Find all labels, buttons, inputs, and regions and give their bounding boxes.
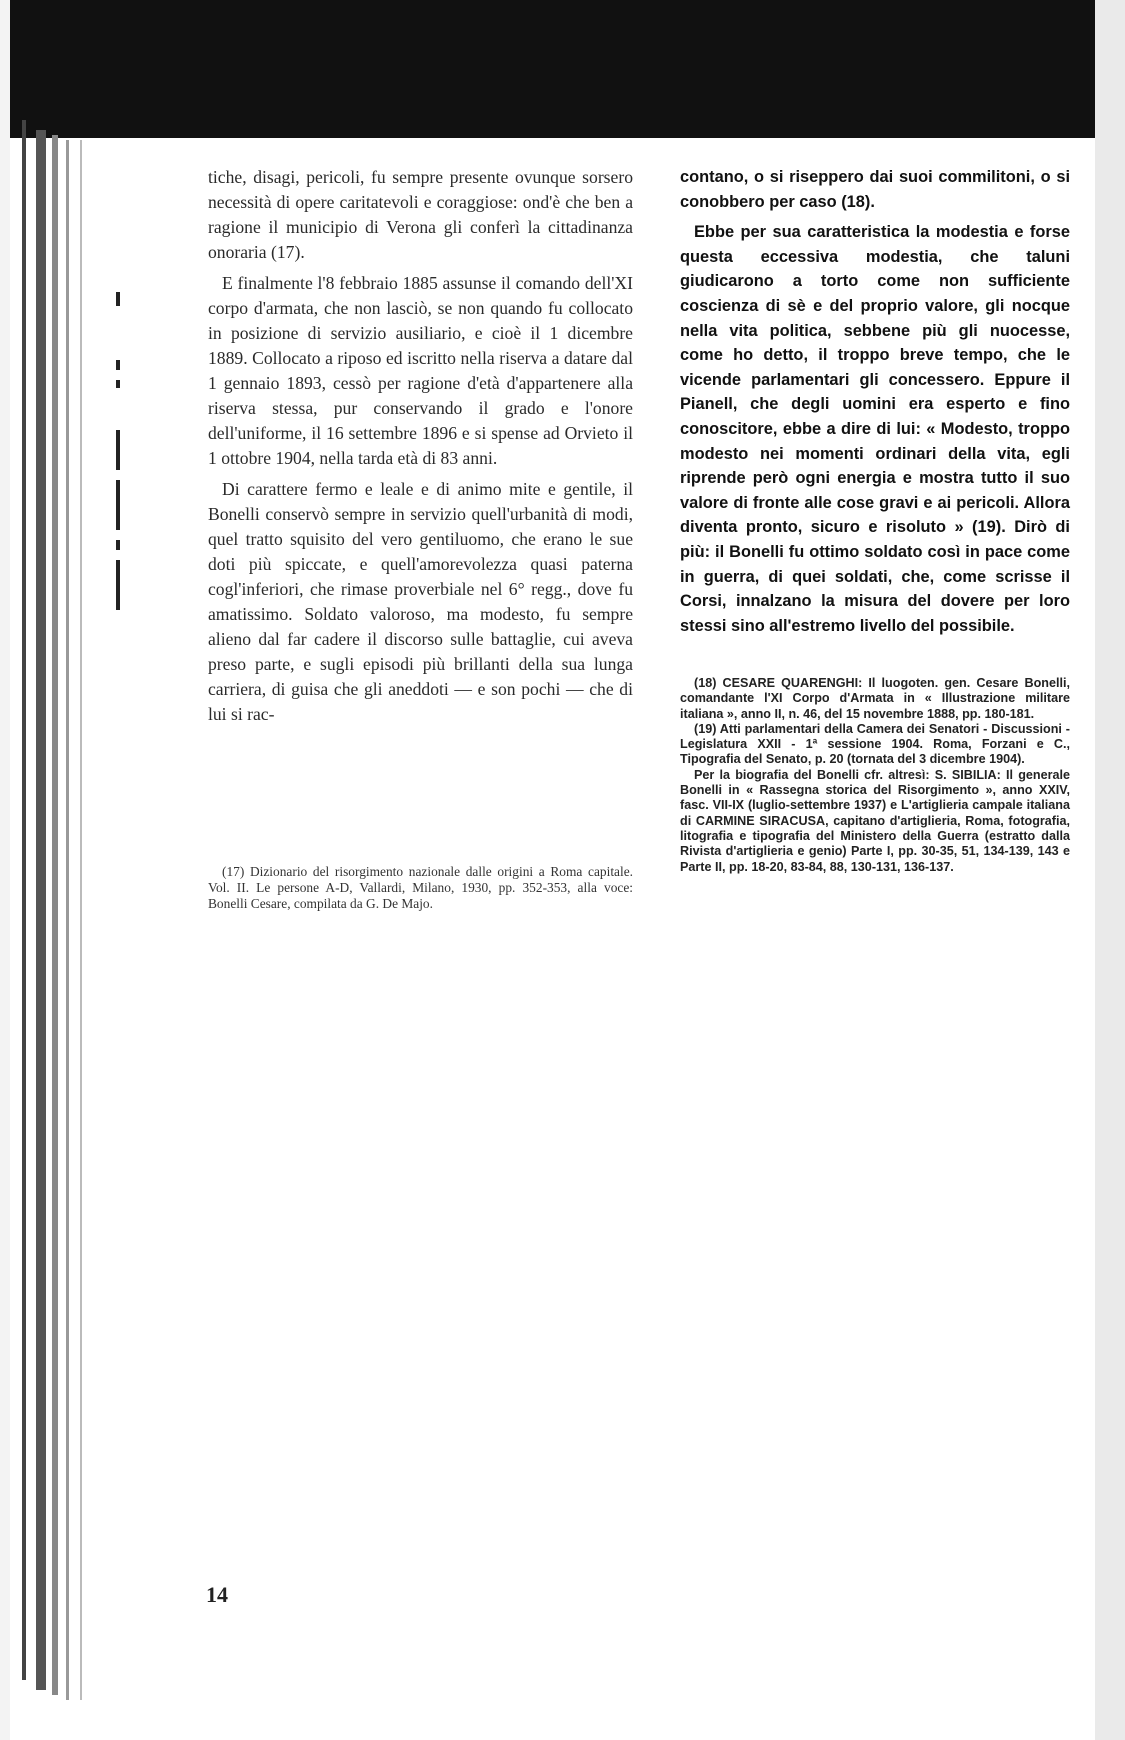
paragraph: Di carattere fermo e leale e di animo mite e gentile, il Bonelli conservò sempre in servizio quell'urbanità di modi, quel tratto squisito del vero gentiluomo, che erano le sue doti più spiccate, e quell'amorevolezza quasi paterna cogl'inferiori, che rimase proverbiale nel 6° regg., dove fu amatissimo. Soldato valoroso, ma modesto, fu sempre alieno dal far cadere il discorso sulle battaglie, cui aveva preso parte, e sugli episodi più brillanti della sua lunga carriera, di guisa che gli aneddoti — e son pochi — che di lui si rac- — [208, 479, 633, 724]
scan-border-left — [0, 0, 10, 1740]
paragraph: E finalmente l'8 febbraio 1885 assunse il comando dell'XI corpo d'armata, che non lasciò, se non quando fu collocato in posizione di servizio ausiliario, e cioè il 1 dicembre 1889. Collocato a riposo ed iscritto nella riserva a datare dal 1 gennaio 1893, cessò per ragione d'età d'appartenere alla riserva stessa, pur conservando il grado e l'onore dell'uniforme, il 16 settembre 1896 e si spense ad Orvieto il 1 ottobre 1904, nella tarda età di 83 anni. — [208, 273, 633, 468]
footnote: Per la biografia del Bonelli cfr. altresì: S. SIBILIA: Il generale Bonelli in « Rassegna storica del Risorgimento », anno XXIV, fasc. VII-IX (luglio-settembre 1937) e L'artiglieria campale italiana di CARMINE SIRACUSA, capitano d'artiglieria, Roma, fotografia, litografia e tipografia del Ministero della Guerra (estratto dalla Rivista d'artiglieria e genio) Parte I, pp. 30-35, 51, 134-139, 143 e Parte II, pp. 18-20, 83-84, 88, 130-131, 136-137. — [680, 767, 1070, 874]
footnotes-left — [208, 864, 633, 912]
binding-line — [66, 140, 69, 1700]
binding-line — [52, 135, 58, 1695]
footnote: (18) CESARE QUARENGHI: Il luogoten. gen. Cesare Bonelli, comandante l'XI Corpo d'Armata in « Illustrazione militare italiana », anno II, n. 46, del 15 novembre 1888, pp. 180-181. — [680, 676, 1070, 721]
footnote: (19) Atti parlamentari della Camera dei Senatori - Discussioni - Legislatura XXII - 1ª sessione 1904. Roma, Forzani e C., Tipografia del Senato, p. 20 (tornata del 3 dicembre 1904). — [680, 721, 1070, 767]
binding-line — [22, 120, 26, 1680]
scan-border-top — [0, 0, 1125, 138]
footnote: (17) Dizionario del risorgimento nazionale dalle origini a Roma capitale. Vol. II. Le persone A-D, Vallardi, Milano, 1930, pp. 352-353, alla voce: Bonelli Cesare, compilata da G. De Majo. — [208, 864, 633, 911]
left-text-column — [208, 165, 633, 727]
scan-border-right — [1095, 0, 1125, 1740]
binding-line — [36, 130, 46, 1690]
paragraph: tiche, disagi, pericoli, fu sempre presente ovunque sorsero necessità di opere caritatevoli e coraggiose: ond'è che ben a ragione il municipio di Verona gli conferì la cittadinanza onoraria (17). — [208, 167, 633, 262]
binding-marks — [116, 280, 122, 610]
paragraph: contano, o si riseppero dai suoi commilitoni, o si conobbero per caso (18). — [680, 168, 1070, 211]
footnotes-right — [680, 676, 1070, 875]
binding-line — [80, 140, 82, 1700]
paragraph: Ebbe per sua caratteristica la modestia e forse questa eccessiva modestia, che taluni giudicarono a torto come non sufficiente coscienza di sè e del proprio valore, gli nocque nella vita politica, sebbene più gli nuocesse, come ho detto, il troppo breve tempo, che le vicende parlamentari gli concessero. Eppure il Pianell, che degli uomini era esperto e fino conoscitore, ebbe a dire di lui: « Modesto, troppo modesto nei momenti ordinari della vita, egli riprende però ogni energia e mostra tutto il suo valore di fronte alle cose gravi e ai pericoli. Allora diventa pronto, sicuro e risoluto » (19). Dirò di più: il Bonelli fu ottimo soldato così in pace come in guerra, di quei soldati, che, come scrisse il Corsi, innalzano la misura del dovere per loro stessi sino all'estremo livello del possibile. — [680, 223, 1070, 635]
page-number: 14 — [206, 1582, 228, 1607]
right-text-column — [680, 165, 1070, 638]
